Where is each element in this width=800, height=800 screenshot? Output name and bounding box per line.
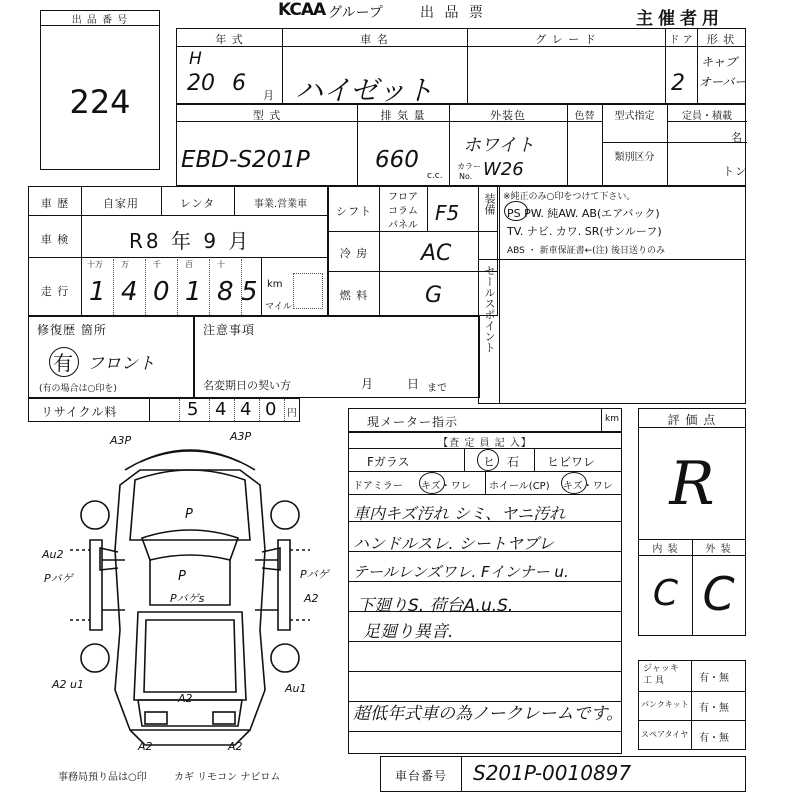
color-no-value: W26 (483, 159, 524, 180)
equipment-line-3: ABS ・ 新車保証書←(注) 後日送りのみ (507, 246, 666, 256)
shift-column: コラム (388, 206, 418, 217)
shape-label: 形 状 (706, 33, 736, 46)
ac-label: 冷 房 (339, 247, 369, 260)
lot-number: 224 (69, 83, 131, 121)
organizer-label: 主催者用 (636, 9, 724, 29)
history-private: 自家用 (103, 197, 139, 210)
recycle-label: リサイクル料 (41, 405, 118, 419)
equipment-line-1: PS PW. 純AW. AB(エアバック) (507, 207, 660, 220)
lot-label: 出 品 番 号 (71, 15, 129, 26)
tools-box (638, 660, 746, 750)
lot-box (40, 10, 160, 170)
mark-p-left: Pバゲ (44, 572, 73, 585)
office-keys-label: 事務局預り品は○印 (58, 772, 147, 783)
puncture-kit-option: 有・無 (699, 703, 729, 714)
history-label: 車 歴 (40, 197, 70, 210)
mark-p-hood: P (185, 507, 193, 522)
fuel-value: G (425, 283, 443, 308)
recycle-unit: 円 (287, 408, 297, 419)
km-unit: km (267, 279, 283, 290)
mark-au1-right: Au1 (285, 682, 307, 695)
meter-label: 現メーター指示 (367, 415, 459, 429)
mileage-digit-5: 8 (217, 277, 234, 307)
mark-p-roof: P (178, 569, 186, 584)
chassis-box (380, 756, 746, 792)
model-label: 型 式 (252, 109, 282, 122)
mark-a2-bed: A2 (178, 692, 193, 705)
ton-unit: トン (723, 165, 747, 178)
type-designation-label: 型式指定 (614, 111, 655, 122)
color-change-label: 色替 (574, 111, 595, 122)
glass-crack-1: ヒ (483, 455, 496, 469)
mileage-digit-3: 0 (153, 277, 170, 307)
glass-crack-3: ヒビワレ (547, 455, 596, 469)
sales-point-label: セールスポイント (483, 265, 496, 353)
shape-value-1: キャブ (701, 55, 738, 69)
caution-box (194, 316, 480, 398)
year-label: 年 式 (215, 33, 244, 46)
repair-note: (有の場合は○印を) (39, 384, 117, 394)
recycle-box (28, 398, 300, 422)
inspector-title: 【査 定 員 記 入】 (438, 438, 532, 449)
mark-a2-bottom-left: A2 (138, 740, 153, 753)
color-value: ホワイト (463, 135, 535, 156)
note-line-1: 車内キズ汚れ シミ、ヤニ汚れ (353, 504, 566, 523)
mirror-option: キズ・ワレ (421, 481, 471, 492)
history-rental: レンタ (179, 197, 216, 210)
meter-box (348, 408, 622, 432)
equipment-line-2: TV. ナビ. カワ. SR(サンルーフ) (507, 225, 662, 238)
cc-unit: c.c. (427, 171, 443, 181)
inspection-value: R8 年 9 月 (129, 229, 252, 253)
glass-crack-2: 石 (507, 455, 520, 469)
evaluation-score: R (669, 449, 715, 519)
year-value: 20 (187, 71, 215, 96)
mark-a2u1-left: A2 u1 (52, 678, 84, 691)
chassis-label: 車台番号 (394, 769, 447, 783)
mark-p-dents: Pバゲs (170, 592, 205, 605)
kcaa-logo: KCAA (278, 0, 326, 20)
person-unit: 名 (731, 131, 743, 144)
note-line-6: 超低年式車の為ノークレームです。 (353, 704, 624, 724)
evaluation-label: 評 価 点 (667, 413, 717, 427)
mileage-label: 走 行 (40, 285, 70, 298)
mileage-digit-headers: 十万 万 千 百 十 (87, 260, 225, 269)
history-business: 事業.営業車 (253, 199, 308, 210)
grade-label: グ レ ー ド (535, 33, 597, 46)
shift-floor: フロア (388, 192, 418, 203)
mark-a2-bottom-right: A2 (228, 740, 243, 753)
car-diagram (30, 430, 340, 765)
name-change-label: 名変期日の契い方 (203, 379, 291, 392)
glass-label: Fガラス (367, 455, 410, 469)
wheel-label: ホイール(CP) (489, 481, 550, 492)
equipment-label: 装備 (483, 193, 496, 215)
repair-label: 修復歴 箇所 (37, 323, 107, 337)
meter-unit: km (605, 414, 619, 424)
mark-p-right: Pバゲ (300, 568, 329, 581)
shape-value-2: オーバー (699, 75, 747, 89)
displacement-value: 660 (375, 147, 419, 173)
recycle-digit-1: 5 (187, 399, 199, 420)
shift-box (328, 186, 498, 316)
caution-label: 注意事項 (203, 323, 256, 337)
era-value: H (189, 49, 202, 69)
inspector-box (348, 432, 622, 754)
shift-panel: パネル (388, 220, 418, 231)
fuel-label: 燃 料 (339, 289, 369, 302)
equipment-note: ※純正のみ○印をつけて下さい。 (503, 192, 636, 202)
recycle-digit-4: 0 (265, 399, 277, 420)
history-box (28, 186, 328, 316)
equipment-box (478, 186, 746, 404)
mileage-digit-2: 4 (121, 277, 138, 307)
mileage-digit-4: 1 (185, 277, 202, 307)
note-line-4: 下廻りS. 荷台A.u.S. (357, 596, 514, 616)
exterior-label: 外 装 (705, 544, 732, 555)
mileage-digit-6: 5 (241, 277, 258, 307)
name-change-month: 月 (361, 377, 375, 391)
jack-option: 有・無 (699, 673, 729, 684)
repair-value: 有 (53, 351, 73, 375)
puncture-kit-label: パンクキット (641, 700, 689, 709)
model-value: EBD-S201P (181, 147, 310, 173)
color-no-label-2: No. (459, 172, 473, 181)
month-unit: 月 (263, 89, 275, 102)
header-title: 出 品 票 (420, 5, 486, 21)
car-name-value: ハイゼット (295, 74, 434, 107)
name-change-until: まで (427, 383, 447, 394)
note-line-5: 足廻り異音. (363, 622, 454, 642)
interior-label: 内 装 (652, 544, 679, 555)
inspection-label: 車 検 (40, 233, 70, 246)
mark-a3p-left: A3P (110, 434, 132, 447)
header-group: グループ (328, 5, 383, 21)
mileage-check-box (293, 273, 323, 309)
mile-unit: マイル (265, 302, 292, 312)
header (260, 0, 540, 22)
exterior-score: C (702, 567, 735, 621)
shift-value: F5 (435, 201, 460, 225)
color-no-label-1: カラー (457, 162, 481, 171)
row2-box (176, 104, 746, 186)
car-name-label: 車 名 (360, 33, 389, 46)
recycle-digit-3: 4 (240, 399, 252, 420)
month-value: 6 (232, 71, 246, 96)
ac-value: AC (421, 241, 452, 266)
mileage-digit-1: 1 (89, 277, 106, 307)
mark-a2-right: A2 (304, 592, 319, 605)
ps-circle (504, 201, 528, 221)
capacity-label: 定員・積載 (682, 111, 732, 122)
office-keys-options: カギ リモコン ナビロム (174, 772, 281, 783)
recycle-digit-2: 4 (215, 399, 227, 420)
mark-au2-left: Au2 (42, 548, 64, 561)
displacement-label: 排 気 量 (380, 109, 426, 122)
class-label: 類別区分 (614, 152, 655, 163)
repair-box (28, 316, 194, 398)
door-label: ド ア (669, 35, 693, 46)
door-value: 2 (671, 71, 685, 96)
evaluation-box (638, 408, 746, 636)
wheel-option: キズ・ワレ (563, 481, 613, 492)
spare-tire-label: スペアタイヤ (641, 730, 689, 739)
note-line-3: テールレンズワレ. Fインナー u. (353, 563, 569, 581)
chassis-number: S201P-0010897 (473, 761, 632, 785)
name-change-day: 日 (407, 377, 421, 391)
color-label: 外装色 (490, 109, 526, 122)
spare-tire-option: 有・無 (699, 733, 729, 744)
mirror-label: ドアミラー (353, 481, 403, 492)
repair-detail: フロント (87, 354, 155, 374)
jack-label: ジャッキ 工 具 (643, 664, 679, 686)
interior-score: C (652, 573, 679, 614)
shift-label: シフト (336, 205, 372, 218)
row1-box (176, 28, 747, 107)
note-line-2: ハンドルスレ. シートヤブレ (353, 534, 555, 553)
mark-a3p-right: A3P (230, 430, 252, 443)
